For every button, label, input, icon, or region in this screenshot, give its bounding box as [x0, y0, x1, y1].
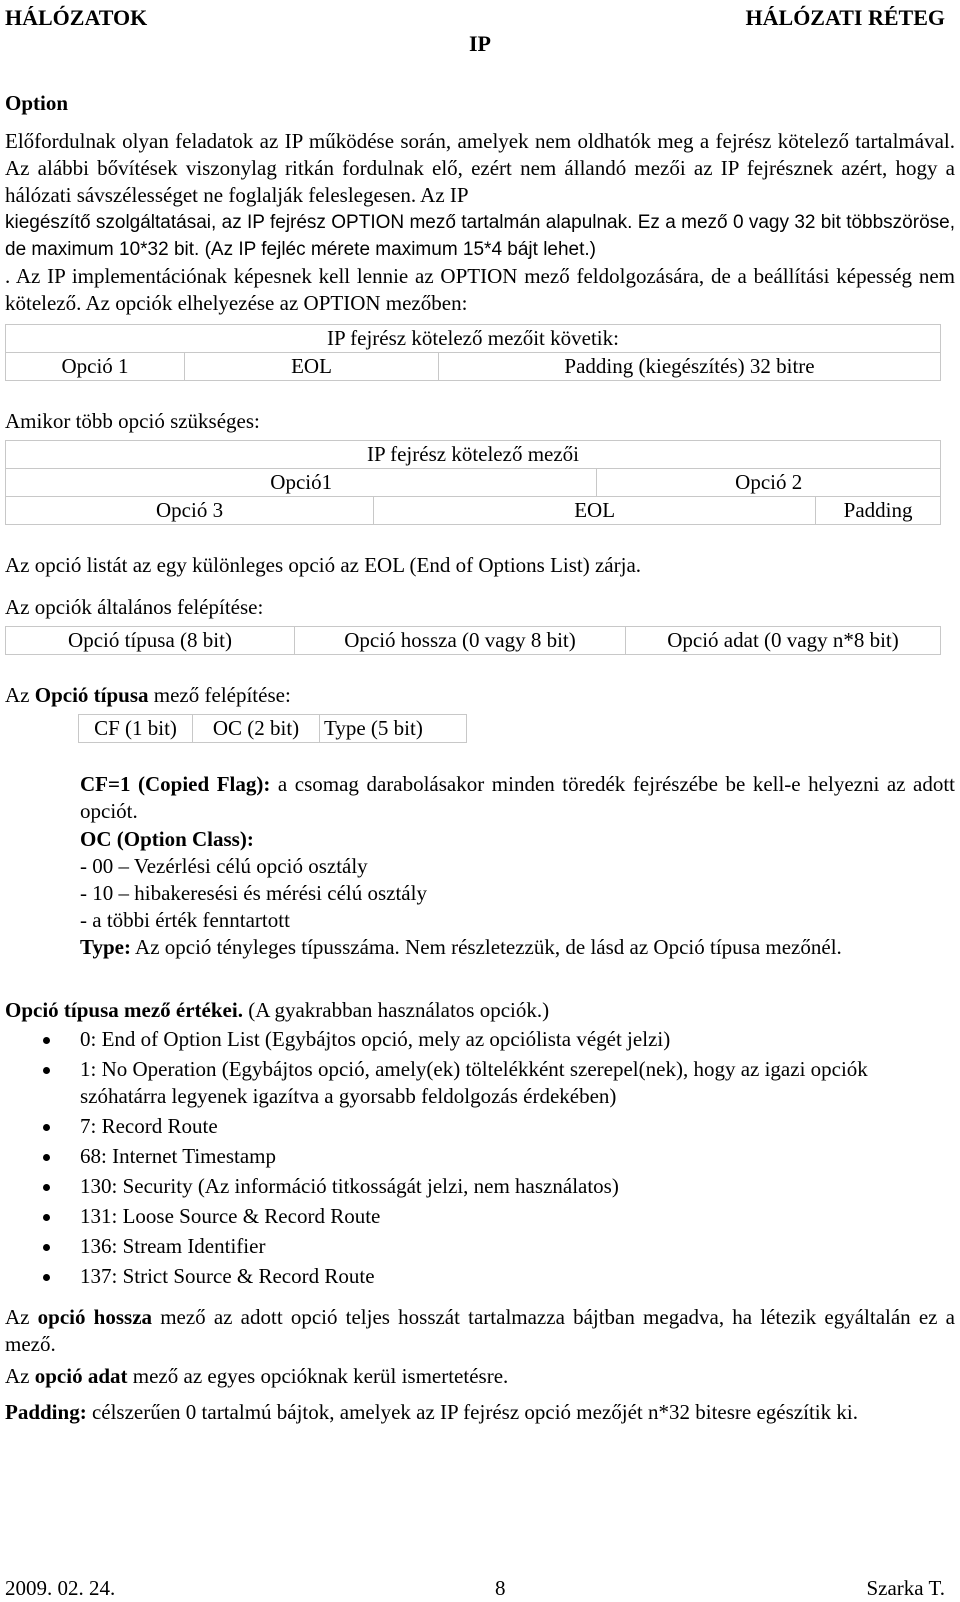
list-item: 7: Record Route [5, 1113, 955, 1140]
intro-paragraph-2: kiegészítő szolgáltatásai, az IP fejrész OPTION mező tartalmán alapulnak. Ez a mező 0 vagy 32 bit többszöröse, de maximum 10*32 bit. (Az IP fejléc mérete maximum 15*4 bájt lehet.) [5, 212, 955, 260]
padding-paragraph: Padding: célszerűen 0 tartalmú bájtok, amelyek az IP fejrész opció mezőjét n*32 bitesre egészítik ki. [5, 1400, 858, 1424]
option-structure-table [5, 626, 941, 655]
list-item: 131: Loose Source & Record Route [5, 1203, 955, 1230]
type-bits-table [78, 714, 467, 743]
data-paragraph: Az opció adat mező az egyes opcióknak kerül ismertetésre. [5, 1364, 509, 1388]
table3-cell-length: Opció hossza (0 vagy 8 bit) [295, 627, 626, 655]
footer-page-number: 8 [495, 1576, 506, 1600]
oc-line-1: - 00 – Vezérlési célú opció osztály [80, 854, 368, 878]
table2-cell-eol: EOL [374, 497, 816, 525]
table1-cell-eol: EOL [185, 353, 439, 381]
section-title: Option [5, 91, 69, 115]
type-structure-label: Az Opció típusa mező felépítése: [5, 683, 291, 707]
table2-cell-option2: Opció 2 [597, 469, 941, 497]
table1-cell-option1: Opció 1 [6, 353, 185, 381]
footer-author: Szarka T. [866, 1576, 945, 1600]
table2-header: IP fejrész kötelező mezői [6, 441, 941, 469]
table1-cell-padding: Padding (kiegészítés) 32 bitre [439, 353, 941, 381]
list-item: 136: Stream Identifier [5, 1233, 955, 1260]
table2-cell-option1: Opció1 [6, 469, 597, 497]
type-structure-bold: Opció típusa [34, 683, 149, 707]
list-item: 68: Internet Timestamp [5, 1143, 955, 1170]
options-layout-table [5, 324, 941, 381]
table3-cell-data: Opció adat (0 vagy n*8 bit) [626, 627, 941, 655]
intro-paragraph-3: . Az IP implementációnak képesnek kell lennie az OPTION mező feldolgozására, de a beállítási képesség nem kötelező. Az opciók elhelyezése az OPTION mezőben: [5, 264, 955, 315]
document-page [5, 0, 955, 1601]
option-values-list [5, 1026, 955, 1296]
table4-cell-cf: CF (1 bit) [79, 715, 193, 743]
type-description: Type: Az opció tényleges típusszáma. Nem részletezzük, de lásd az Opció típusa mezőnél. [80, 935, 842, 959]
oc-line-2: - 10 – hibakeresési és mérési célú osztály [80, 881, 427, 905]
oc-line-3: - a többi érték fenntartott [80, 908, 290, 932]
header-center: IP [469, 31, 491, 56]
header-left: HÁLÓZATOK [5, 5, 148, 30]
general-structure-label: Az opciók általános felépítése: [5, 595, 264, 619]
multi-option-label: Amikor több opció szükséges: [5, 409, 260, 433]
list-item: 137: Strict Source & Record Route [5, 1263, 955, 1290]
table4-cell-type: Type (5 bit) [320, 715, 467, 743]
table4-cell-oc: OC (2 bit) [193, 715, 320, 743]
option-values-heading: Opció típusa mező értékei. (A gyakrabban használatos opciók.) [5, 998, 550, 1022]
footer-date: 2009. 02. 24. [5, 1576, 116, 1600]
list-item: 1: No Operation (Egybájtos opció, amely(ek) töltelékként szerepel(nek), hogy az igazi opciók szóhatárra legyenek igazítva a gyorsabb feldolgozás érdekében) [5, 1056, 955, 1110]
table3-cell-type: Opció típusa (8 bit) [6, 627, 295, 655]
oc-title: OC (Option Class): [80, 827, 254, 851]
list-item: 0: End of Option List (Egybájtos opció, mely az opciólista végét jelzi) [5, 1026, 955, 1053]
table2-cell-padding: Padding [816, 497, 941, 525]
table1-header: IP fejrész kötelező mezőit követik: [6, 325, 941, 353]
list-item: 130: Security (Az információ titkosságát jelzi, nem használatos) [5, 1173, 955, 1200]
intro-paragraph-1: Előfordulnak olyan feladatok az IP működése során, amelyek nem oldhatók meg a fejrész kötelező tartalmával. Az alábbi bővítések viszonylag ritkán fordulnak elő, ezért nem állandó mezői az IP fejrésznek azért, hogy a hálózati sávszélességet ne foglalják feleslegesen. Az IP [5, 129, 955, 207]
table2-cell-option3: Opció 3 [6, 497, 374, 525]
eol-description: Az opció listát az egy különleges opció az EOL (End of Options List) zárja. [5, 553, 642, 577]
cf-description: CF=1 (Copied Flag): a csomag darabolásakor minden töredék fejrészébe be kell-e helyezni az adott opciót. [80, 772, 956, 823]
length-paragraph: Az opció hossza mező az adott opció teljes hosszát tartalmazza bájtban megadva, ha létezik egyáltalán ez a mező. [5, 1305, 955, 1356]
multi-options-table [5, 440, 941, 525]
header-right: HÁLÓZATI RÉTEG [745, 5, 945, 30]
